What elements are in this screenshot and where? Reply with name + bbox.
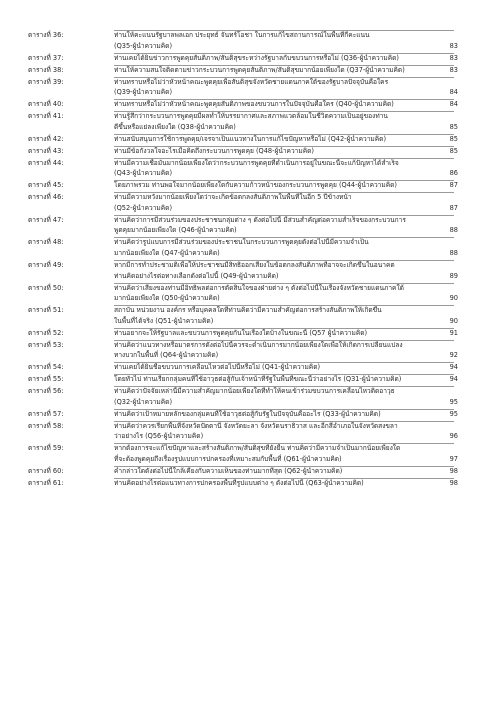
divider	[114, 53, 454, 54]
table-label: ตารางที่ 45:	[28, 181, 64, 190]
toc-entry	[28, 260, 458, 283]
divider	[114, 478, 454, 479]
table-title-line: ท่านมีข้อกังวลใจอะไรเมื่อคิดถึงกระบวนการพูดคุย (Q48-ผู้นำความคิด)	[114, 146, 314, 155]
table-title-line: ท่านอยากจะให้รัฐบาลและขบวนการพูดคุยกันในเรื่องใดบ้างในขณะนี้ (Q57 ผู้นำความคิด)	[114, 328, 368, 337]
table-label: ตารางที่ 44:	[28, 158, 64, 167]
table-title-line: (Q43-ผู้นำความคิด)	[114, 169, 173, 178]
list-of-tables	[28, 30, 458, 490]
table-label: ตารางที่ 43:	[28, 146, 64, 155]
table-title-line: (Q32-ผู้นำความคิด)	[114, 397, 173, 406]
toc-entry	[28, 180, 458, 192]
divider	[114, 146, 454, 147]
table-title-line: (Q52-ผู้นำความคิด)	[114, 203, 173, 212]
toc-entry	[28, 305, 458, 328]
table-title-line: ว่าอย่างไร (Q56-ผู้นำความคิด)	[114, 432, 204, 441]
toc-entry	[28, 77, 458, 100]
table-title-line: ท่านทราบหรือไม่ว่าหัวหน้าคณะพูดคุยสันติภาพของขบวนการในปัจจุบันคือใคร (Q40-ผู้นำความคิด)	[114, 100, 394, 109]
divider	[114, 328, 454, 329]
page-number: 85	[449, 122, 458, 131]
toc-entry	[28, 65, 458, 77]
table-title-line: ทางบวกในพื้นที่ (Q64-ผู้นำความคิด)	[114, 351, 219, 360]
toc-entry	[28, 53, 458, 65]
page-number: 95	[449, 397, 458, 406]
toc-entry	[28, 466, 458, 478]
table-title-line: ท่านทราบหรือไม่ว่าหัวหน้าคณะพูดคุยเพื่อสันติสุขจังหวัดชายแดนภาคใต้ของรัฐบาลปัจจุบันคือใคร	[114, 77, 389, 86]
table-title-line: ท่านคิดอย่างไรต่อทางเลือกดังต่อไปนี้ (Q49-ผู้นำความคิด)	[114, 271, 279, 280]
table-label: ตารางที่ 42:	[28, 134, 64, 143]
table-title-line: ท่านสนับสนุนการใช้การพูดคุย/เจรจาเป็นแนวทางในการแก้ไขปัญหาหรือไม่ (Q42-ผู้นำความคิด)	[114, 134, 387, 143]
table-title-line: ท่านคิดว่าแนวทางหรือมาตรการดังต่อไปนี้ควรจะดำเนินการมากน้อยเพียงใดเพื่อให้เกิดการเปลี่ยนแปลง	[114, 340, 403, 349]
divider	[114, 305, 454, 306]
table-label: ตารางที่ 58:	[28, 421, 64, 430]
table-title-line: ท่านมีความหวังมากน้อยเพียงใดว่าจะเกิดข้อตกลงสันติภาพในพื้นที่ในอีก 5 ปีข้างหน้า	[114, 193, 352, 202]
toc-entry	[28, 158, 458, 181]
table-title-line: ท่านคิดว่าเสียงของท่านมีอิทธิพลต่อการตัดสินใจของฝ่ายต่าง ๆ ดังต่อไปนี้ในเรื่องจังหวัดชายแดนภาคใต้	[114, 283, 404, 292]
divider	[114, 134, 454, 135]
divider	[114, 215, 454, 216]
table-label: ตารางที่ 40:	[28, 100, 64, 109]
table-title-line: มากน้อยเพียงใด (Q47-ผู้นำความคิด)	[114, 248, 220, 257]
table-label: ตารางที่ 52:	[28, 328, 64, 337]
table-label: ตารางที่ 50:	[28, 283, 64, 292]
page-number: 94	[449, 375, 458, 384]
divider	[114, 99, 454, 100]
page-number: 87	[449, 203, 458, 212]
page-number: 95	[449, 409, 458, 418]
table-title-line: หากต้องการจะแก้ไขปัญหาและสร้างสันติภาพ/สันติสุขที่ยั่งยืน ท่านคิดว่ามีความจำเป็นมากน้อยเพียงใด	[114, 444, 401, 453]
toc-entry	[28, 146, 458, 158]
toc-entry	[28, 443, 458, 466]
divider	[114, 30, 454, 31]
page-number: 94	[449, 363, 458, 372]
table-title-line: ท่านรู้สึกว่ากระบวนการพูดคุยมีผลทำให้บรรยากาศและสภาพแวดล้อมในชีวิตความเป็นอยู่ของท่าน	[114, 112, 388, 121]
toc-entry	[28, 386, 458, 409]
divider	[114, 374, 454, 375]
page-number: 85	[449, 146, 458, 155]
toc-entry	[28, 134, 458, 146]
page-number: 92	[449, 351, 458, 360]
page-number: 83	[449, 65, 458, 74]
table-title-line: ท่านเคยได้ยินข่าวการพูดคุยสันติภาพ/สันติสุขระหว่างรัฐบาลกับขบวนการหรือไม่ (Q36-ผู้นำความคิด)	[114, 53, 400, 62]
table-title-line: พูดคุยมากน้อยเพียงใด (Q46-ผู้นำความคิด)	[114, 226, 237, 235]
table-label: ตารางที่ 46:	[28, 193, 64, 202]
divider	[114, 466, 454, 467]
divider	[114, 111, 454, 112]
page-number: 84	[449, 100, 458, 109]
table-label: ตารางที่ 61:	[28, 478, 64, 487]
page-number: 83	[449, 53, 458, 62]
toc-entry	[28, 215, 458, 238]
page-number: 98	[449, 478, 458, 487]
table-title-line: ในพื้นที่ได้จริง (Q51-ผู้นำความคิด)	[114, 316, 214, 325]
toc-entry	[28, 478, 458, 490]
table-title-line: ท่านคิดว่าควรเรียกพื้นที่จังหวัดปัตตานี จังหวัดยะลา จังหวัดนราธิวาส และอีกสี่อำเภอในจังหวัดสงขลา	[114, 421, 398, 430]
table-label: ตารางที่ 55:	[28, 375, 64, 384]
table-title-line: ท่านคิดว่าปัจจัยเหล่านี้มีความสำคัญมากน้อยเพียงใดที่ทำให้คนเข้าร่วมขบวนการเคลื่อนไหวติดอาวุธ	[114, 387, 395, 396]
table-title-line: สถาบัน หน่วยงาน องค์กร หรือบุคคลใดที่ท่านคิดว่ามีความสำคัญต่อการสร้างสันติภาพให้เกิดขึ้น	[114, 306, 382, 315]
table-title-line: ท่านคิดว่าเป้าหมายหลักของกลุ่มคนที่ใช้อาวุธต่อสู้กับรัฐในปัจจุบันคืออะไร (Q33-ผู้นำความคิด)	[114, 409, 381, 418]
page-number: 87	[449, 181, 458, 190]
table-title-line: ท่านมีความเชื่อมั่นมากน้อยเพียงใดว่ากระบวนการพูดคุยที่ดำเนินการอยู่ในขณะนี้จะแก้ปัญหาได้สำเร็จ	[114, 158, 399, 167]
divider	[114, 362, 454, 363]
divider	[114, 158, 454, 159]
page-number: 98	[449, 466, 458, 475]
page-number: 86	[449, 169, 458, 178]
table-title-line: (Q35-ผู้นำความคิด)	[114, 41, 173, 50]
table-title-line: คำกล่าวใดดังต่อไปนี้ใกล้เคียงกับความเห็นของท่านมากที่สุด (Q62-ผู้นำความคิด)	[114, 466, 343, 475]
table-title-line: หากมีการทำประชามติเพื่อให้ประชาชนมีสิทธิออกเสียงในข้อตกลงสันติภาพที่อาจจะเกิดขึ้นในอนาคต	[114, 260, 395, 269]
toc-entry	[28, 111, 458, 134]
page-number: 84	[449, 88, 458, 97]
table-title-line: ท่านคิดว่ารูปแบบการมีส่วนร่วมของประชาชนในกระบวนการพูดคุยดังต่อไปนี้มีความจำเป็น	[114, 238, 369, 247]
toc-entry	[28, 328, 458, 340]
page-number: 85	[449, 134, 458, 143]
toc-entry	[28, 409, 458, 421]
table-title-line: โดยทั่วไป ท่านเรียกกลุ่มคนที่ใช้อาวุธต่อสู้กับเจ้าหน้าที่รัฐในพื้นที่ขณะนี้ว่าอย่างไร (Q31-ผู้นำความคิด)	[114, 375, 402, 384]
divider	[114, 77, 454, 78]
divider	[114, 283, 454, 284]
table-label: ตารางที่ 39:	[28, 77, 64, 86]
table-label: ตารางที่ 53:	[28, 340, 64, 349]
divider	[114, 409, 454, 410]
toc-entry	[28, 192, 458, 215]
page-number: 96	[449, 432, 458, 441]
page-number: 88	[449, 248, 458, 257]
table-label: ตารางที่ 57:	[28, 409, 64, 418]
table-title-line: ที่จะต้องพูดคุยถึงเรื่องรูปแบบการปกครองที่เหมาะสมกับพื้นที่ (Q61-ผู้นำความคิด)	[114, 454, 342, 463]
table-label: ตารางที่ 48:	[28, 238, 64, 247]
toc-entry	[28, 340, 458, 363]
table-title-line: ดีขึ้นหรือแย่ลงเพียงใด (Q38-ผู้นำความคิด)	[114, 122, 236, 131]
divider	[114, 180, 454, 181]
toc-entry	[28, 362, 458, 374]
table-label: ตารางที่ 37:	[28, 53, 64, 62]
page-number: 90	[449, 294, 458, 303]
table-label: ตารางที่ 54:	[28, 363, 64, 372]
toc-entry	[28, 30, 458, 53]
table-label: ตารางที่ 36:	[28, 31, 64, 39]
divider	[114, 260, 454, 261]
divider	[114, 443, 454, 444]
table-title-line: ท่านคิดว่าการมีส่วนร่วมของประชาชนกลุ่มต่าง ๆ ดังต่อไปนี้ มีส่วนสำคัญต่อความสำเร็จของกระบวนการ	[114, 215, 406, 224]
divider	[114, 421, 454, 422]
table-label: ตารางที่ 56:	[28, 387, 64, 396]
table-title-line: ท่านให้ความสนใจติดตามข่าวกระบวนการพูดคุยสันติภาพ/สันติสุขมากน้อยเพียงใด (Q37-ผู้นำความคิด)	[114, 65, 405, 74]
table-label: ตารางที่ 41:	[28, 112, 64, 121]
toc-entry	[28, 237, 458, 260]
page-number: 90	[449, 316, 458, 325]
table-label: ตารางที่ 47:	[28, 215, 64, 224]
page-number: 97	[449, 454, 458, 463]
divider	[114, 386, 454, 387]
table-title-line: ท่านเคยได้ยินชื่อขบวนการเคลื่อนไหวต่อไปนี้หรือไม่ (Q41-ผู้นำความคิด)	[114, 363, 321, 372]
table-title-line: มากน้อยเพียงใด (Q50-ผู้นำความคิด)	[114, 294, 220, 303]
table-title-line: (Q39-ผู้นำความคิด)	[114, 88, 173, 97]
divider	[114, 192, 454, 193]
page-number: 88	[449, 226, 458, 235]
table-title-line: โดยภาพรวม ท่านพอใจมากน้อยเพียงใดกับความก้าวหน้าของกระบวนการพูดคุย (Q44-ผู้นำความคิด)	[114, 181, 397, 190]
table-label: ตารางที่ 38:	[28, 65, 64, 74]
toc-entry	[28, 374, 458, 386]
page-number: 83	[449, 41, 458, 50]
table-label: ตารางที่ 51:	[28, 306, 64, 315]
table-label: ตารางที่ 49:	[28, 260, 64, 269]
table-title-line: ท่านให้คะแนนรัฐบาลพลเอก ประยุทธ์ จันทร์โอชา ในการแก้ไขสถานการณ์ในพื้นที่กี่คะแนน	[114, 31, 370, 39]
toc-entry	[28, 421, 458, 444]
table-label: ตารางที่ 59:	[28, 444, 64, 453]
divider	[114, 65, 454, 66]
page-number: 91	[449, 328, 458, 337]
table-title-line: ท่านคิดอย่างไรต่อแนวทางการปกครองพื้นที่รูปแบบต่าง ๆ ดังต่อไปนี้ (Q63-ผู้นำความคิด)	[114, 478, 364, 487]
page-number: 89	[449, 271, 458, 280]
toc-entry	[28, 283, 458, 306]
divider	[114, 340, 454, 341]
divider	[114, 237, 454, 238]
toc-entry	[28, 99, 458, 111]
table-label: ตารางที่ 60:	[28, 466, 64, 475]
